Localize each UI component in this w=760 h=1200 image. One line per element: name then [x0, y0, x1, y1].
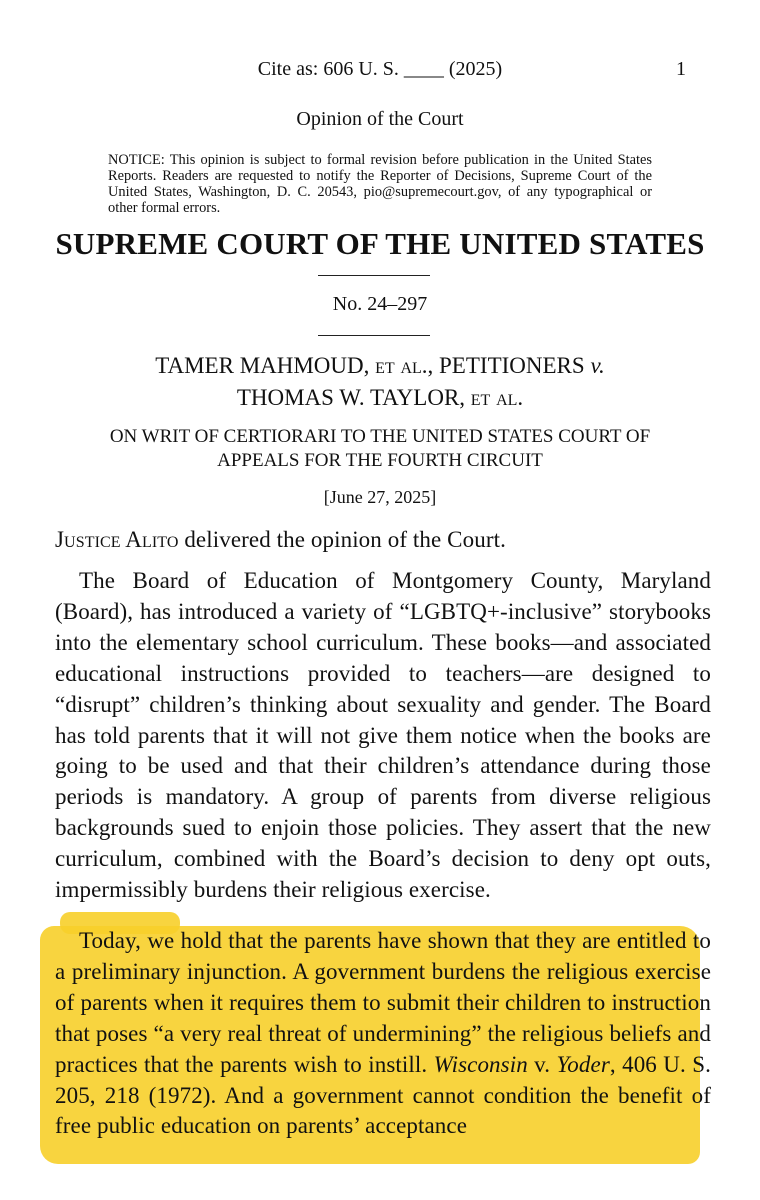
petitioners-line: TAMER MAHMOUD, et al., PETITIONERS v.	[155, 353, 605, 378]
docket-number: No. 24–297	[332, 293, 428, 315]
case-citation: Yoder	[556, 1051, 610, 1077]
case-caption	[0, 350, 760, 414]
divider	[318, 275, 430, 276]
case-citation: Wisconsin	[433, 1051, 528, 1077]
publication-notice: NOTICE: This opinion is subject to formal revision before publication in the United States Reports. Readers are requested to notify the Reporter of Decisions, Supreme Court of the United States, Washington, D. C. 20543, pio@supremecourt.gov, of any typographical or other formal errors.	[108, 152, 652, 216]
justice-name: Justice Alito	[55, 527, 179, 552]
decision-date: [June 27, 2025]	[323, 487, 437, 507]
page-number: 1	[676, 58, 686, 80]
respondents-line: THOMAS W. TAYLOR, et al.	[236, 385, 524, 410]
divider	[318, 335, 430, 336]
opinion-paragraph: The Board of Education of Montgomery County, Maryland (Board), has introduced a variety of “LGBTQ+-inclusive” storybooks into the elementary school curriculum. These books—and associated educational instructions provided to teachers—are designed to “disrupt” children’s thinking about sexuality and gender. The Board has told parents that it will not give them notice when the books are going to be used and that their children’s attendance during those periods is mandatory. A group of parents from diverse religious backgrounds sued to enjoin those policies. They assert that the new curriculum, combined with the Board’s decision to deny opt outs, impermissibly burdens their religious exercise.	[55, 568, 711, 903]
highlighted-paragraph: Today, we hold that the parents have shown that they are entitled to a preliminary injunction. A government burdens the religious exercise of parents when it requires them to submit their children to instruction that poses “a very real threat of undermining” the religious beliefs and practices that the parents wish to instill. Wisconsin v. Yoder, 406 U. S. 205, 218 (1972). And a government cannot condition the benefit of free public education on parents’ acceptance	[55, 928, 711, 1139]
opinion-label: Opinion of the Court	[296, 108, 464, 130]
delivered-line: Justice Alito delivered the opinion of the Court.	[55, 527, 506, 552]
writ-description: ON WRIT OF CERTIORARI TO THE UNITED STATES COURT OF APPEALS FOR THE FOURTH CIRCUIT	[109, 426, 651, 471]
citation-header: Cite as: 606 U. S. ____ (2025)	[257, 58, 503, 80]
court-title: SUPREME COURT OF THE UNITED STATES	[55, 226, 705, 261]
